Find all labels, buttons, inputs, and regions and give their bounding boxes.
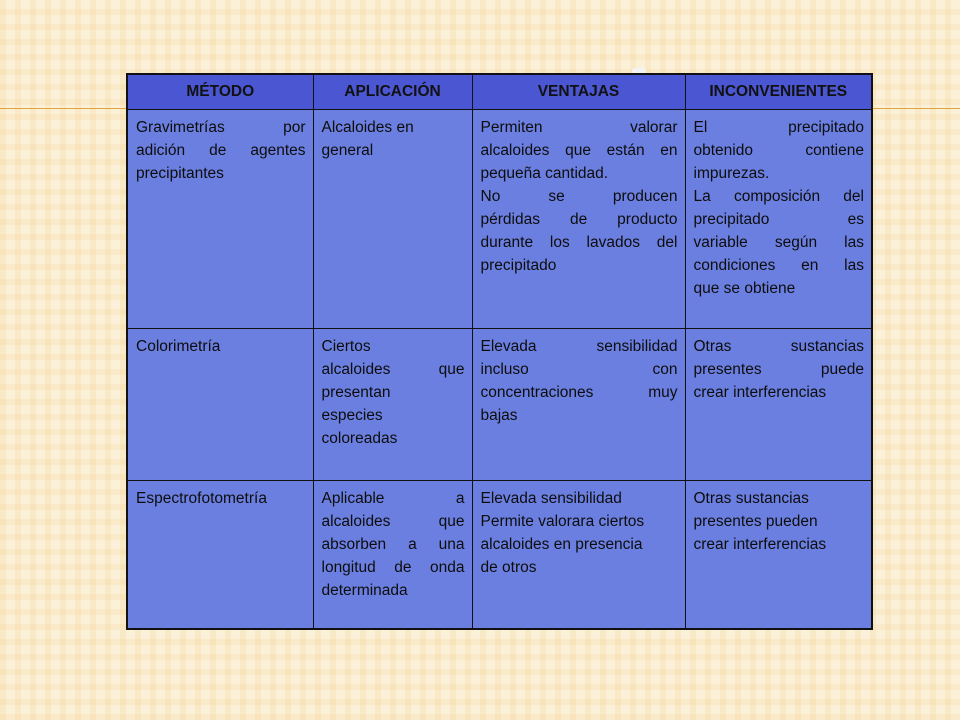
cell-line: concentraciones muy bbox=[480, 384, 678, 402]
cell-line: crear interferencias bbox=[693, 535, 827, 553]
header-ventajas: VENTAJAS bbox=[472, 74, 685, 110]
cell-line: Otras sustancias bbox=[693, 489, 809, 507]
cell-inconvenientes bbox=[685, 480, 872, 629]
cell-line: El precipitado bbox=[693, 119, 864, 136]
cell-line: Permiten valorar bbox=[480, 119, 678, 136]
cell-line: bajas bbox=[480, 407, 518, 425]
cell-line: Colorimetría bbox=[136, 338, 221, 356]
table-row bbox=[127, 480, 872, 629]
table-row bbox=[127, 110, 872, 329]
cell-line: presentes pueden bbox=[693, 512, 818, 530]
header-inconvenientes: INCONVENIENTES bbox=[685, 74, 872, 110]
cell-line: Otras sustancias bbox=[693, 338, 864, 356]
cell-ventajas bbox=[472, 329, 685, 480]
cell-line: Permite valorara ciertos bbox=[480, 512, 645, 530]
cell-metodo bbox=[127, 110, 313, 329]
cell-line: Alcaloides en bbox=[321, 119, 414, 136]
cell-line: absorben a una bbox=[321, 535, 465, 553]
cell-line: que se obtiene bbox=[693, 280, 796, 297]
cell-line: general bbox=[321, 142, 374, 159]
cell-ventajas bbox=[472, 110, 685, 329]
cell-line: longitud de onda bbox=[321, 558, 465, 576]
cell-line: Espectrofotometría bbox=[136, 489, 267, 507]
cell-metodo bbox=[127, 329, 313, 480]
cell-line: Aplicable a bbox=[321, 489, 465, 507]
cell-line: obtenido contiene bbox=[693, 142, 864, 159]
cell-line: pérdidas de producto bbox=[480, 211, 678, 228]
cell-line: adición de agentes bbox=[136, 142, 306, 159]
cell-line: condiciones en las bbox=[693, 257, 864, 274]
cell-line: La composición del bbox=[693, 188, 864, 205]
cell-line: impurezas. bbox=[693, 165, 770, 182]
header-aplicacion: APLICACIÓN bbox=[313, 74, 472, 110]
cell-line: variable según las bbox=[693, 234, 864, 251]
cell-line: No se producen bbox=[480, 188, 678, 205]
cell-line: presentes puede bbox=[693, 361, 864, 379]
cell-line: Elevada sensibilidad bbox=[480, 338, 678, 356]
methods-table bbox=[126, 73, 873, 630]
cell-line: presentan bbox=[321, 384, 391, 402]
cell-line: alcaloides en presencia bbox=[480, 535, 643, 553]
cell-line: precipitado bbox=[480, 257, 557, 274]
cell-aplicacion bbox=[313, 329, 472, 480]
cell-line: precipitantes bbox=[136, 165, 224, 182]
cell-line: Ciertos bbox=[321, 338, 371, 356]
cell-ventajas bbox=[472, 480, 685, 629]
cell-line: Elevada sensibilidad bbox=[480, 489, 622, 507]
table-header-row bbox=[127, 74, 872, 110]
cell-inconvenientes bbox=[685, 329, 872, 480]
cell-metodo bbox=[127, 480, 313, 629]
cell-aplicacion bbox=[313, 110, 472, 329]
cell-line: incluso con bbox=[480, 361, 678, 379]
cell-line: alcaloides que están en bbox=[480, 142, 678, 159]
cell-line: especies bbox=[321, 407, 383, 425]
cell-line: precipitado es bbox=[693, 211, 864, 228]
cell-line: alcaloides que bbox=[321, 361, 465, 379]
cell-line: crear interferencias bbox=[693, 384, 827, 402]
cell-line: coloreadas bbox=[321, 430, 398, 448]
cell-line: durante los lavados del bbox=[480, 234, 678, 251]
cell-inconvenientes bbox=[685, 110, 872, 329]
table-row bbox=[127, 329, 872, 480]
header-metodo: MÉTODO bbox=[127, 74, 313, 110]
cell-line: alcaloides que bbox=[321, 512, 465, 530]
cell-line: pequeña cantidad. bbox=[480, 165, 609, 182]
cell-line: de otros bbox=[480, 558, 537, 576]
cell-aplicacion bbox=[313, 480, 472, 629]
cell-line: determinada bbox=[321, 581, 408, 599]
cell-line: Gravimetrías por bbox=[136, 119, 306, 136]
